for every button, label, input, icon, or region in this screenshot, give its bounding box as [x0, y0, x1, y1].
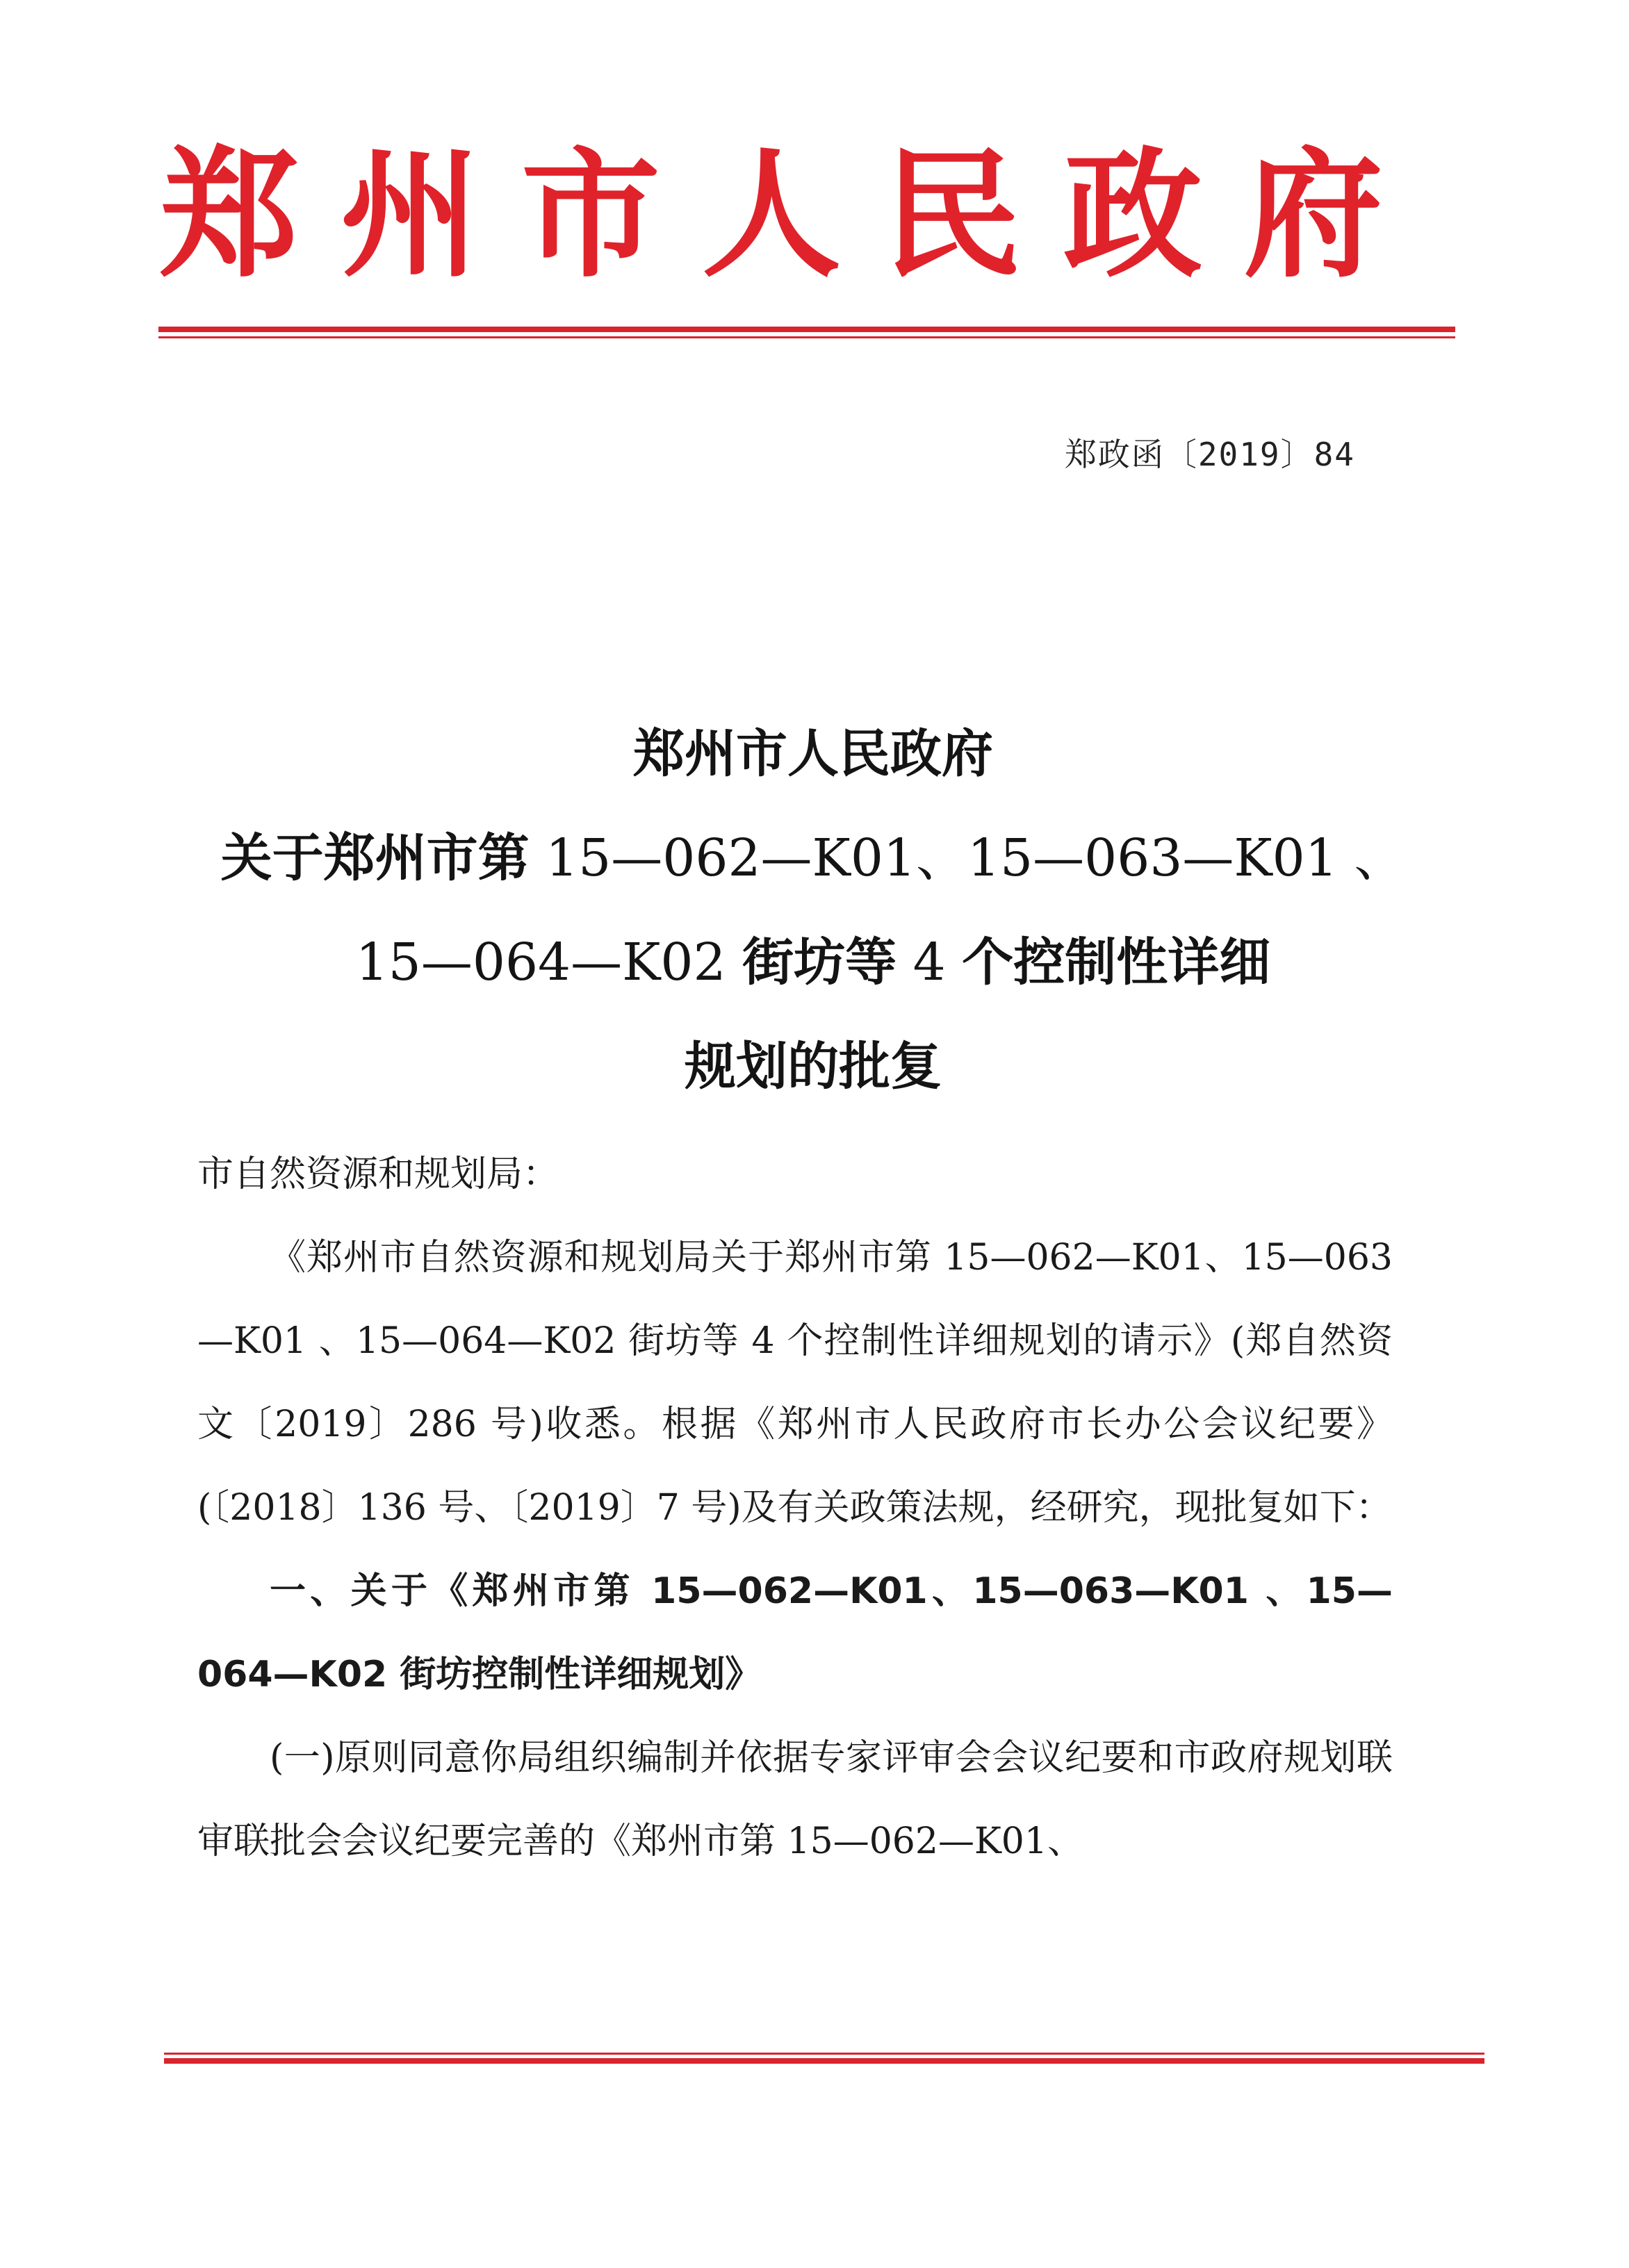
body-paragraph-2: (一)原则同意你局组织编制并依据专家评审会会议纪要和市政府规划联审联批会会议纪要完善的《郑州市第 15—062—K01、: [197, 1737, 1393, 1862]
title-line-1: 郑州市人民政府: [633, 724, 993, 784]
footer-rule-thick: [164, 2058, 1484, 2064]
header-rule-thin: [158, 336, 1455, 338]
section-1-heading: 一、关于《郑州市第 15—062—K01、15—063—K01 、15—064—K02 街坊控制性详细规划》: [197, 1570, 1393, 1695]
header-char: 市: [521, 133, 660, 297]
document-number: 郑政函〔2019〕84: [1064, 436, 1355, 473]
title-line-3-code: 15—064—K02: [355, 932, 726, 992]
title-line-3-number: 4: [912, 932, 946, 992]
header-char: 民: [882, 133, 1022, 297]
header-char: 政: [1063, 133, 1202, 297]
government-header: [160, 133, 1383, 297]
header-char: 府: [1243, 133, 1383, 297]
title-line-2-text: 关于郑州市第: [220, 828, 530, 888]
title-line-2: [153, 806, 1473, 910]
body-paragraph-1: 《郑州市自然资源和规划局关于郑州市第 15—062—K01、15—063—K01 、15—064—K02 街坊等 4 个控制性详细规划的请示》(郑自然资文〔2019〕286 号)收悉。根据《郑州市人民政府市长办公会议纪要》(〔2018〕136 号、〔2019〕7 号)及有关政策法规，经研究，现批复如下：: [197, 1237, 1393, 1529]
salutation: 市自然资源和规划局：: [197, 1153, 559, 1195]
title-line-3-text-b: 个控制性详细: [962, 932, 1271, 992]
footer-rule-thin: [164, 2053, 1484, 2055]
title-line-2-codes: 15—062—K01、15—063—K01 、: [546, 828, 1406, 888]
footer-red-rule: [164, 2053, 1484, 2069]
title-line-4: 规划的批复: [685, 1037, 942, 1096]
title-line-3: [153, 910, 1473, 1014]
header-rule-thick: [158, 327, 1455, 332]
header-char: 州: [340, 133, 480, 297]
header-char: 人: [701, 133, 841, 297]
document-title: [153, 702, 1473, 1119]
header-red-rule: [158, 327, 1455, 343]
document-body: [197, 1133, 1393, 1883]
header-char: 郑: [160, 133, 300, 297]
title-line-3-text-a: 街坊等: [742, 932, 897, 992]
